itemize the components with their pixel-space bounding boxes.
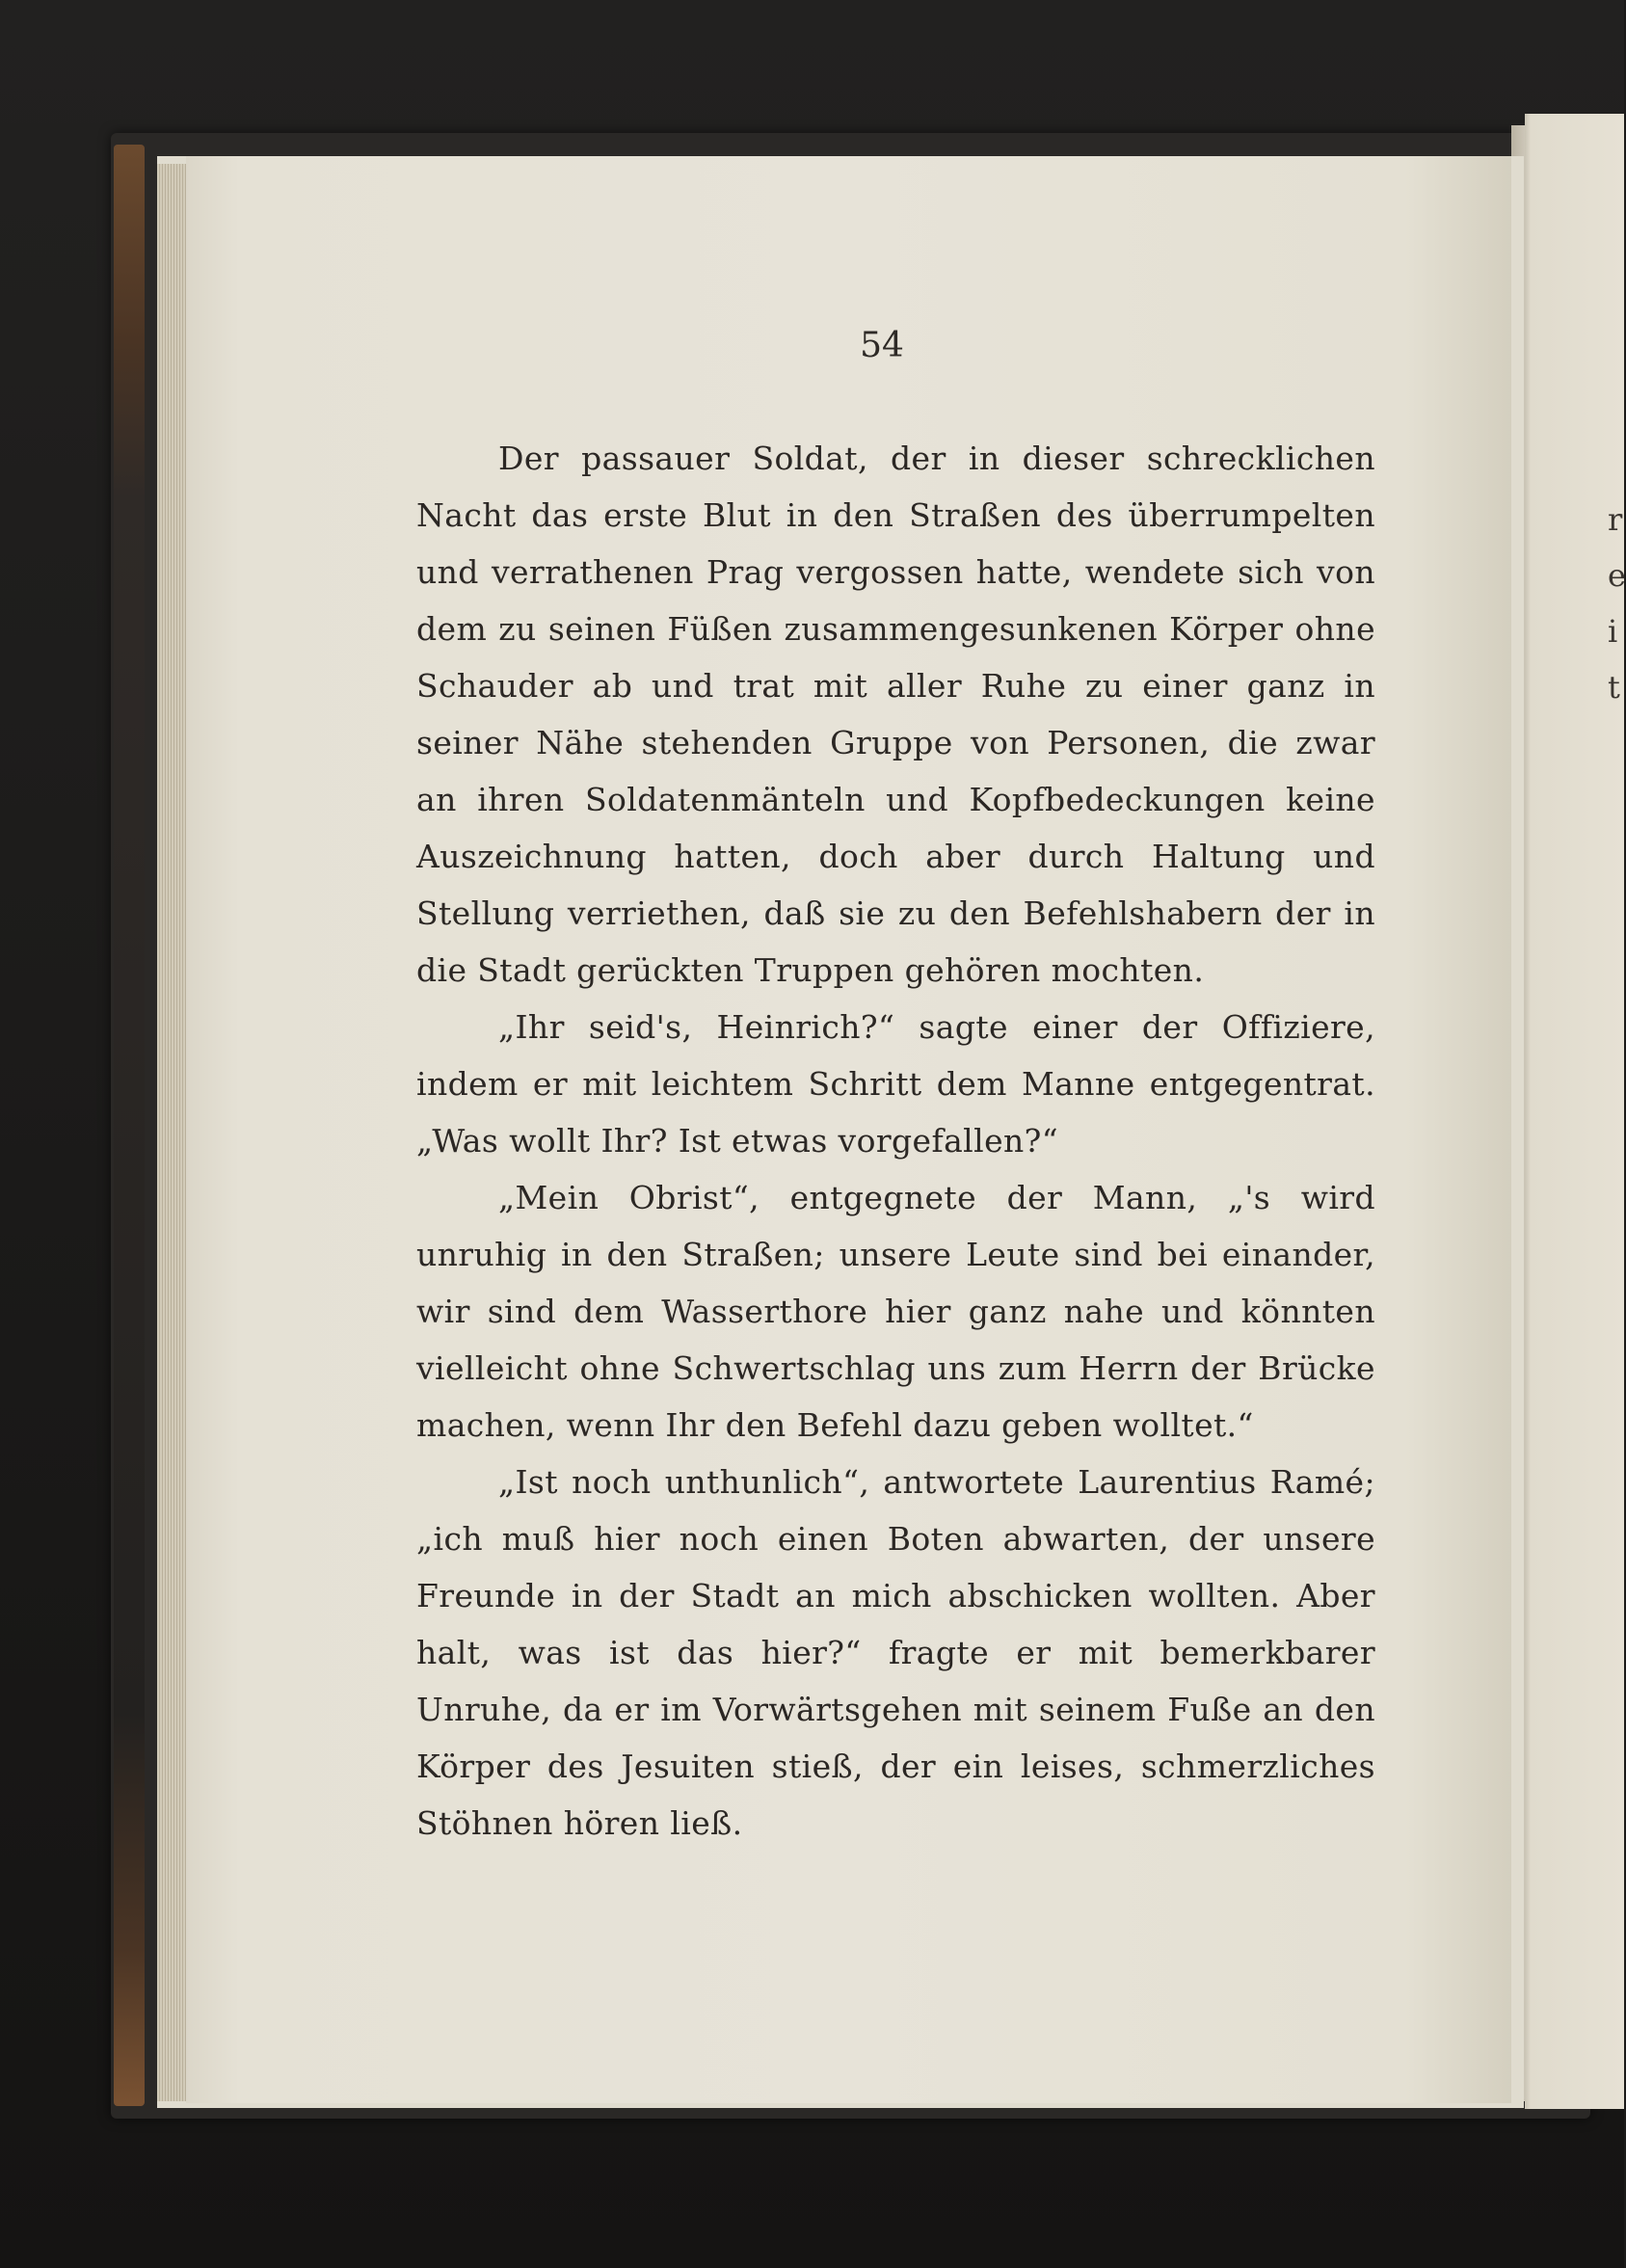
adjacent-glyph: t xyxy=(1608,669,1620,706)
page-fore-edge xyxy=(157,164,186,2101)
adjacent-page-text xyxy=(1608,492,1626,715)
adjacent-glyph: e xyxy=(1608,557,1626,594)
book-cover-edge xyxy=(114,145,145,2106)
paragraph: „Mein Obrist“, entgegnete der Mann, „'s wird unruhig in den Straßen; unsere Leute sind bei einander, wir sind dem Wasserthore hier ganz nahe und könnten vielleicht ohne Schwertschlag uns zum Herrn der Brücke machen, wenn Ihr den Befehl dazu geben wolltet.“ xyxy=(416,1179,1375,1444)
adjacent-glyph: i xyxy=(1608,613,1618,650)
adjacent-glyph: r xyxy=(1608,501,1623,538)
page-number: 54 xyxy=(860,326,904,365)
paragraph: Der passauer Soldat, der in dieser schrecklichen Nacht das erste Blut in den Straßen des überrumpelten und verrathenen Prag vergossen hatte, wendete sich von dem zu seinen Füßen zusammengesunkenen Körper ohne Schauder ab und trat mit aller Ruhe zu einer ganz in seiner Nähe stehenden Gruppe von Personen, die zwar an ihren Soldatenmänteln und Kopfbedeckungen keine Auszeichnung hatten, doch aber durch Haltung und Stellung verriethen, daß sie zu den Befehlshabern der in die Stadt gerückten Truppen gehören mochten. xyxy=(416,440,1375,989)
paragraph: „Ist noch unthunlich“, antwortete Laurentius Ramé; „ich muß hier noch einen Boten abwarten, der unsere Freunde in der Stadt an mich abschicken wollten. Aber halt, was ist das hier?“ fragte er mit bemerkbarer Unruhe, da er im Vorwärtsgehen mit seinem Fuße an den Körper des Jesuiten stieß, der ein leises, schmerzliches Stöhnen hören ließ. xyxy=(416,1463,1375,1842)
adjacent-page xyxy=(1525,114,1624,2109)
page-body-text xyxy=(416,430,1375,1852)
paragraph: „Ihr seid's, Heinrich?“ sagte einer der Offiziere, indem er mit leichtem Schritt dem Manne entgegentrat. „Was wollt Ihr? Ist etwas vorgefallen?“ xyxy=(416,1008,1375,1160)
